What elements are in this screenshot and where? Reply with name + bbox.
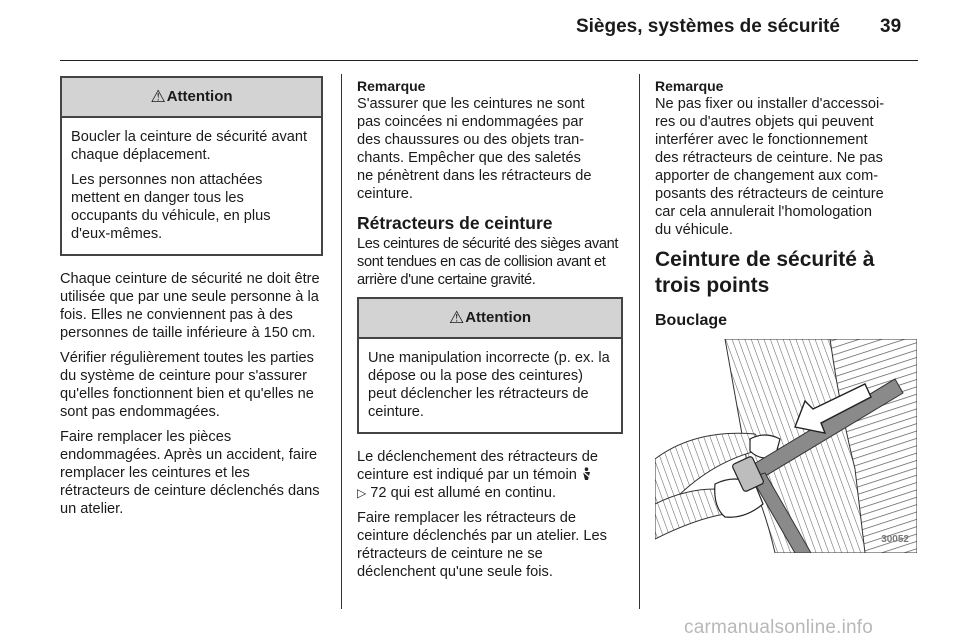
column-middle [357, 78, 623, 588]
column-left [60, 76, 323, 525]
page-number: 39 [880, 16, 902, 37]
seatbelt-warning-lamp-icon [581, 467, 592, 483]
body-paragraph: Vérifier régulièrement toutes les parties du système de ceinture pour s'assurer qu'elles fonctionnent bien et qu'elles ne sont pas endommagées. [60, 350, 314, 420]
section-heading: Rétracteurs de ceinture [357, 213, 553, 233]
warning-header [62, 78, 321, 118]
warning-triangle-icon: ⚠ [448, 308, 465, 327]
body-paragraph [357, 448, 623, 502]
note-line: Ne pas fixer ou installer d'accessoi- [655, 96, 885, 112]
note-line: ne pénètrent dans les rétracteurs de [357, 168, 592, 184]
paragraph-text: Le déclenchement des rétracteurs de ceinture est indiqué par un témoin [357, 449, 598, 483]
warning-box [60, 76, 323, 256]
note-line: des rétracteurs de ceinture. Ne pas [655, 150, 883, 166]
note-title: Remarque [655, 78, 724, 94]
warning-title: Attention [166, 88, 233, 105]
note-title: Remarque [357, 78, 426, 94]
warning-triangle-icon: ⚠ [150, 87, 166, 106]
illustration-drawing [655, 339, 917, 553]
subsection-heading: Bouclage [655, 312, 728, 329]
body-paragraph: Les ceintures de sécurité des sièges avant sont tendues en cas de collision avant et arrière d'une certaine gravité. [357, 236, 619, 288]
body-paragraph: Faire remplacer les pièces endommagées. Après un accident, faire remplacer les ceintures et les rétracteurs de ceinture déclenchés dans un atelier. [60, 429, 320, 517]
note-line: car cela annulerait l'homologation [655, 204, 872, 220]
warning-box [357, 297, 623, 434]
note-line: posants des rétracteurs de ceinture [655, 186, 884, 202]
note-line: ceinture. [357, 186, 413, 202]
warning-body [359, 339, 621, 432]
figure-code: 30052 [881, 534, 909, 545]
warning-paragraph: Une manipulation incorrecte (p. ex. la dépose ou la pose des ceintures) peut déclencher les rétracteurs de ceinture. [368, 350, 610, 420]
column-divider-2 [639, 74, 640, 609]
warning-title: Attention [465, 309, 532, 326]
note-line: interférer avec le fonctionnement [655, 132, 868, 148]
note-line: S'assurer que les ceintures ne sont [357, 96, 585, 112]
section-heading: Ceinture de sécurité à trois points [655, 248, 875, 297]
seatbelt-fastening-illustration [655, 339, 917, 553]
page-reference-arrow-icon: ▷ [357, 486, 367, 500]
note-body [357, 95, 623, 203]
note-line: apporter de changement aux com- [655, 168, 879, 184]
column-right [655, 78, 922, 553]
note-body [655, 95, 922, 239]
column-divider-1 [341, 74, 342, 609]
note-line: du véhicule. [655, 222, 733, 238]
header-rule [60, 60, 918, 61]
note-line: res ou d'autres objets qui peuvent [655, 114, 874, 130]
note-block [357, 78, 623, 203]
body-paragraph: Chaque ceinture de sécurité ne doit être utilisée que par une seule personne à la fois. Elles ne conviennent pas à des personnes de taille inférieure à 150 cm. [60, 271, 320, 341]
watermark: carmanualsonline.info [684, 617, 874, 638]
note-block [655, 78, 922, 239]
warning-paragraph: Boucler la ceinture de sécurité avant chaque déplacement. [71, 129, 308, 163]
note-line: chants. Empêcher que des saletés [357, 150, 581, 166]
note-line: des chaussures ou des objets tran- [357, 132, 585, 148]
body-paragraph: Faire remplacer les rétracteurs de ceinture déclenchés par un atelier. Les rétracteurs de ceinture ne se déclenchent qu'une seule fois. [357, 510, 607, 580]
page-header-title: Sièges, systèmes de sécurité [575, 16, 840, 37]
page-reference: 72 qui est allumé en continu. [370, 485, 557, 501]
warning-paragraph: Les personnes non attachées mettent en danger tous les occupants du véhicule, en plus d'eux-mêmes. [71, 172, 271, 242]
warning-header [359, 299, 621, 339]
warning-body [62, 118, 321, 254]
note-line: pas coincées ni endommagées par [357, 114, 584, 130]
